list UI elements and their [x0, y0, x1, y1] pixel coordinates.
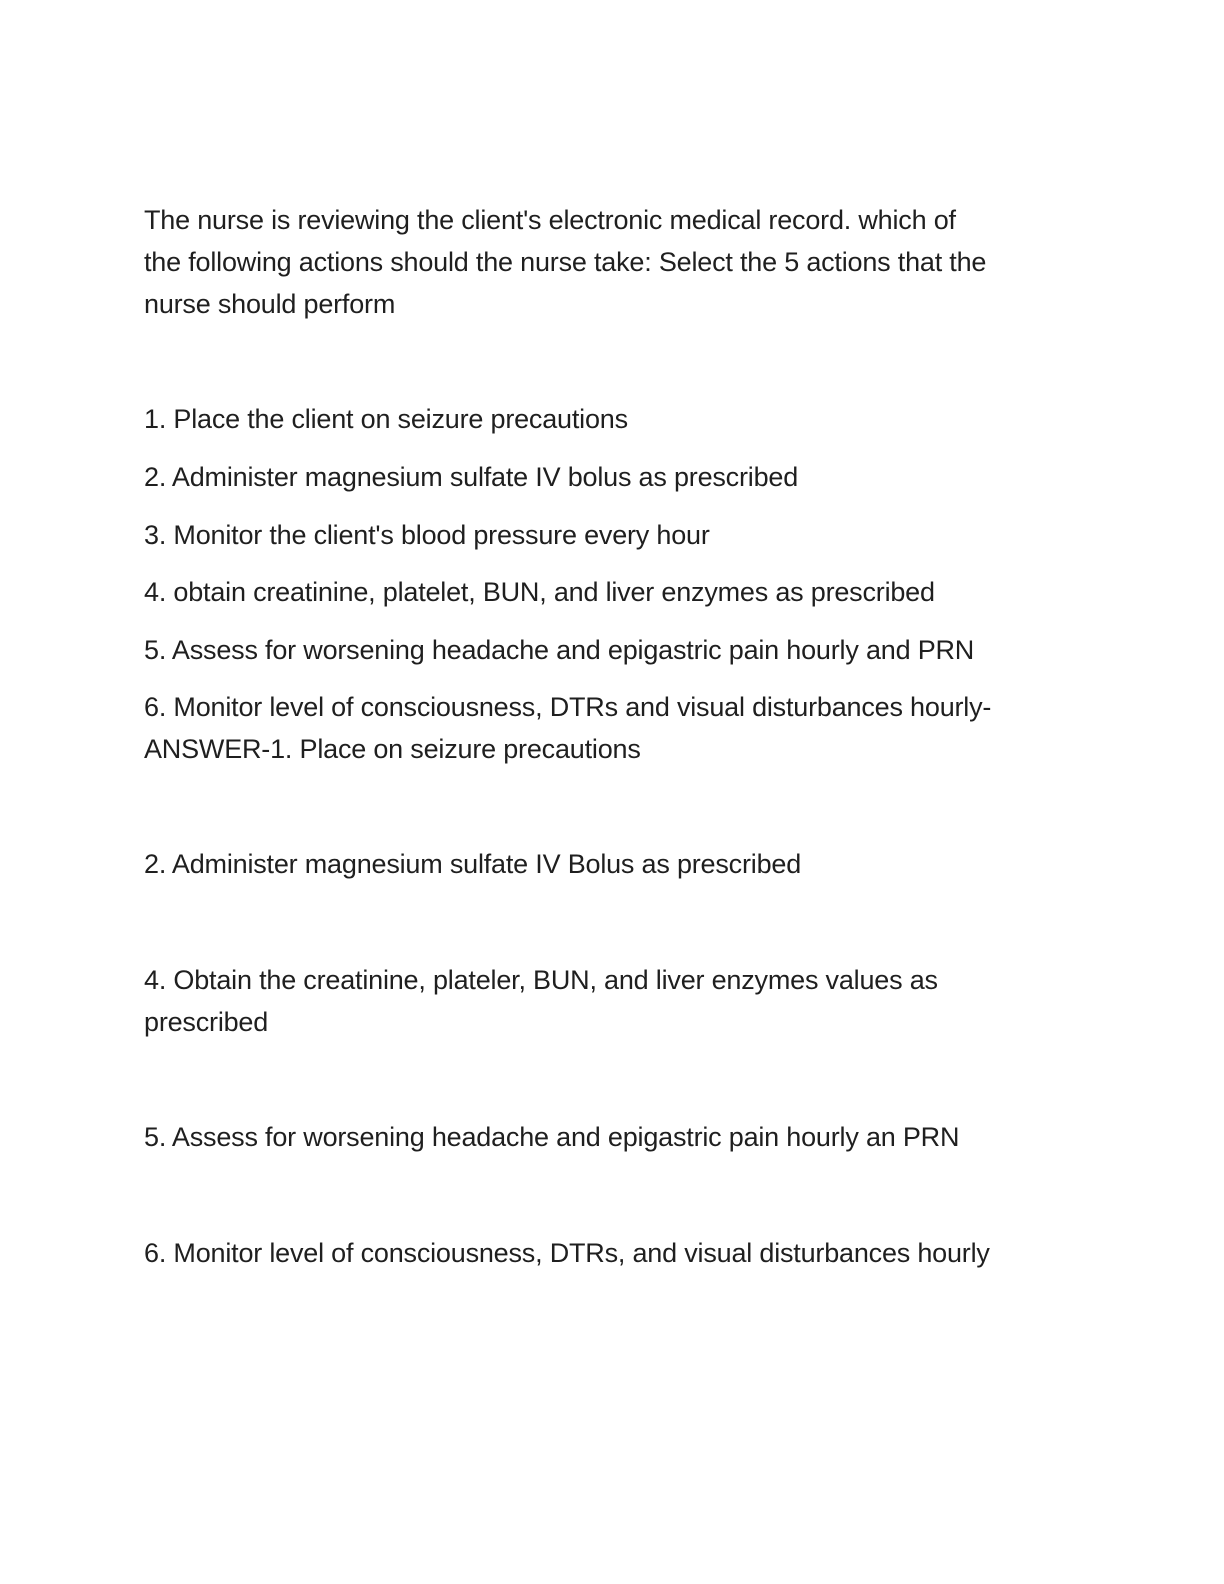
answer-item-2: 2. Administer magnesium sulfate IV Bolus as prescribed: [144, 849, 802, 879]
question-text: The nurse is reviewing the client's electronic medical record. which of the following actions should the nurse take: Select the 5 actions that the nurse should perform: [144, 205, 987, 319]
answer-item-6: 6. Monitor level of consciousness, DTRs, and visual disturbances hourly: [144, 1238, 990, 1268]
option-1: 1. Place the client on seizure precautions: [144, 404, 628, 434]
option-5: 5. Assess for worsening headache and epigastric pain hourly and PRN: [144, 635, 975, 665]
option-2: 2. Administer magnesium sulfate IV bolus as prescribed: [144, 462, 799, 492]
answer-item-4: 4. Obtain the creatinine, plateler, BUN, and liver enzymes values as prescribed: [144, 965, 938, 1037]
option-3: 3. Monitor the client's blood pressure every hour: [144, 520, 710, 550]
answer-item-5: 5. Assess for worsening headache and epigastric pain hourly an PRN: [144, 1122, 960, 1152]
option-4: 4. obtain creatinine, platelet, BUN, and liver enzymes as prescribed: [144, 577, 935, 607]
option-6-with-answer-start: 6. Monitor level of consciousness, DTRs and visual disturbances hourly- ANSWER-1. Place on seizure precautions: [144, 692, 992, 764]
